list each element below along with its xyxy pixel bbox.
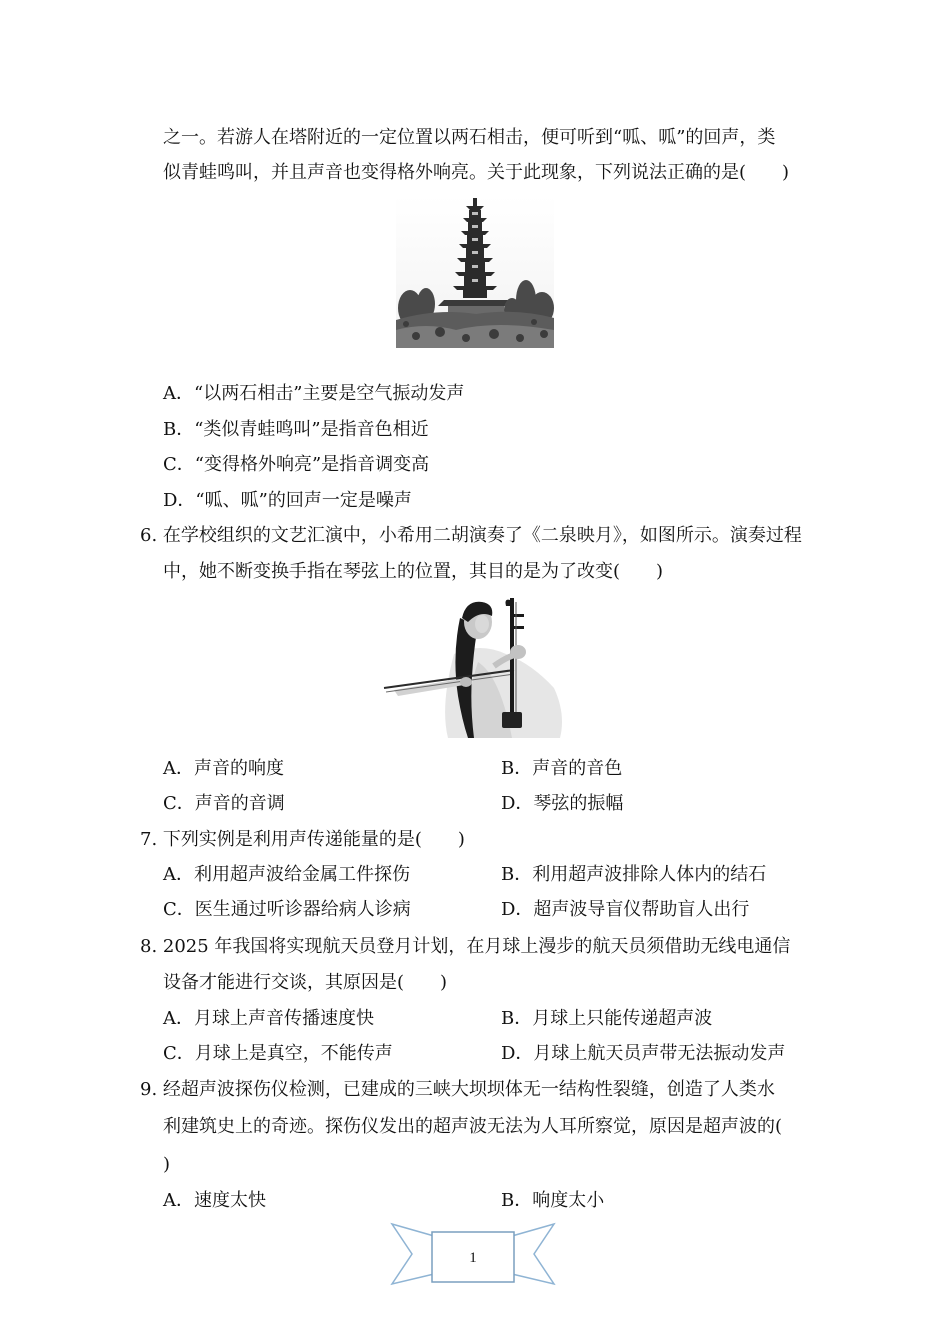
q5-option-a[interactable]: A．“以两石相击”主要是空气振动发声 <box>163 383 465 404</box>
q8-option-d[interactable]: D．月球上航天员声带无法振动发声 <box>501 1043 786 1064</box>
page-footer <box>390 1222 556 1286</box>
q7-option-c[interactable]: C．医生通过听诊器给病人诊病 <box>163 899 411 920</box>
page-number: 1 <box>469 1250 477 1266</box>
q6-option-c[interactable]: C．声音的音调 <box>163 793 285 814</box>
q7-option-b[interactable]: B．利用超声波排除人体内的结石 <box>501 864 767 885</box>
q6-stem-line2: 中，她不断变换手指在琴弦上的位置，其目的是为了改变( ) <box>163 561 664 582</box>
q6-option-a[interactable]: A．声音的响度 <box>163 758 284 779</box>
q5-option-d[interactable]: D．“呱、呱”的回声一定是噪声 <box>163 490 412 511</box>
q7-option-a[interactable]: A．利用超声波给金属工件探伤 <box>163 864 410 885</box>
pagoda-image <box>396 196 554 348</box>
q6-stem-line1: 6. 在学校组织的文艺汇演中，小希用二胡演奏了《二泉映月》，如图所示。演奏过程 <box>140 525 802 546</box>
q8-option-b[interactable]: B．月球上只能传递超声波 <box>501 1008 713 1029</box>
q7-option-d[interactable]: D．超声波导盲仪帮助盲人出行 <box>501 899 750 920</box>
q6-option-d[interactable]: D．琴弦的振幅 <box>501 793 624 814</box>
q5-stem-line1: 之一。若游人在塔附近的一定位置以两石相击，便可听到“呱、呱”的回声，类 <box>163 127 776 148</box>
q8-option-a[interactable]: A．月球上声音传播速度快 <box>163 1008 374 1029</box>
q9-stem-line1: 9. 经超声波探伤仪检测，已建成的三峡大坝坝体无一结构性裂缝，创造了人类水 <box>140 1079 775 1100</box>
q6-option-b[interactable]: B．声音的音色 <box>501 758 623 779</box>
erhu-player-image <box>382 596 570 738</box>
q8-stem-line2: 设备才能进行交谈，其原因是( ) <box>163 972 448 993</box>
q5-option-b[interactable]: B．“类似青蛙鸣叫”是指音色相近 <box>163 419 429 440</box>
q9-stem-line3: ) <box>163 1154 171 1175</box>
q9-option-b[interactable]: B．响度太小 <box>501 1190 605 1211</box>
q5-stem-line2: 似青蛙鸣叫，并且声音也变得格外响亮。关于此现象，下列说法正确的是( ) <box>163 162 790 183</box>
q9-stem-line2: 利建筑史上的奇迹。探伤仪发出的超声波无法为人耳所察觉，原因是超声波的( <box>163 1116 783 1137</box>
q8-option-c[interactable]: C．月球上是真空，不能传声 <box>163 1043 393 1064</box>
q5-option-c[interactable]: C．“变得格外响亮”是指音调变高 <box>163 454 430 475</box>
q8-stem-line1: 8. 2025 年我国将实现航天员登月计划，在月球上漫步的航天员须借助无线电通信 <box>140 936 791 957</box>
q7-stem: 7. 下列实例是利用声传递能量的是( ) <box>140 829 465 850</box>
q9-option-a[interactable]: A．速度太快 <box>163 1190 266 1211</box>
